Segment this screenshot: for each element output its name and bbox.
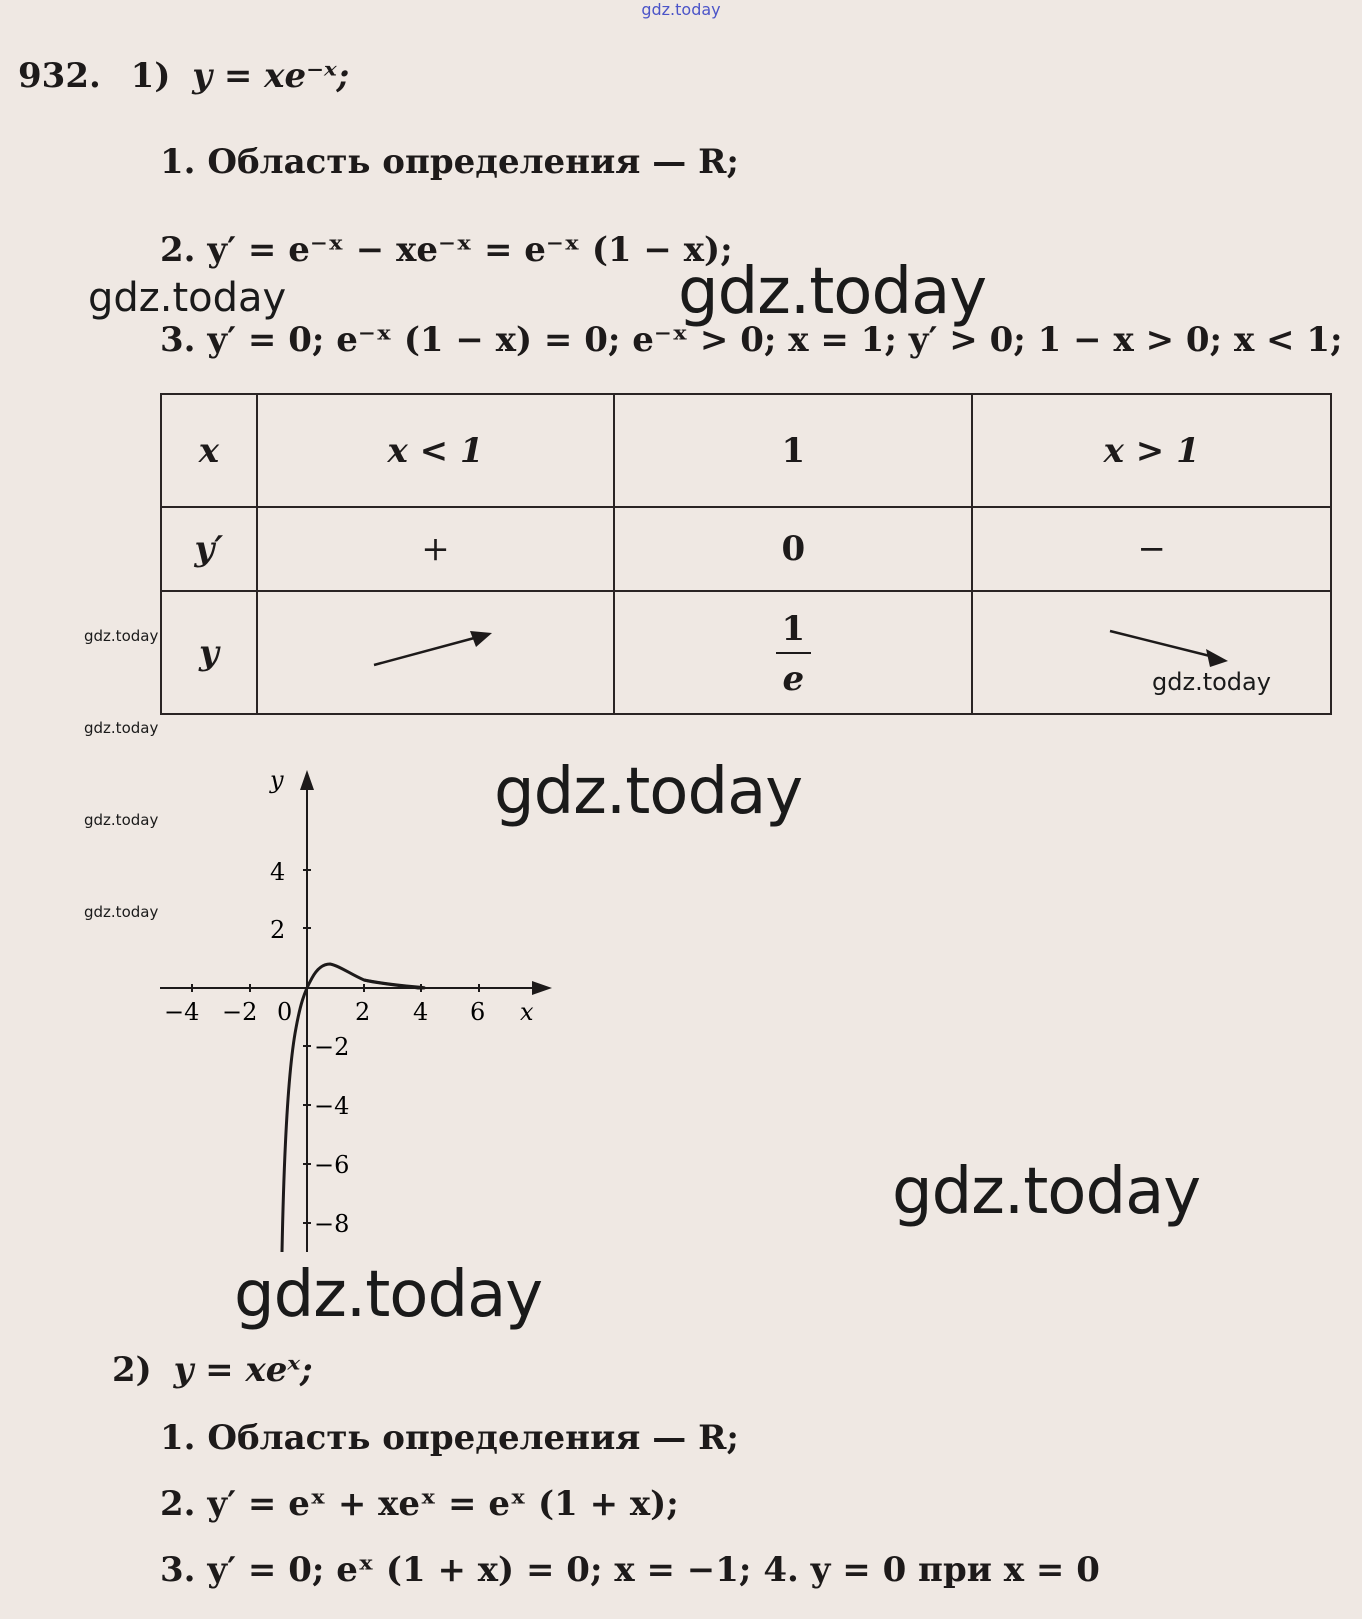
watermark: gdz.today bbox=[234, 1258, 543, 1332]
x-tick-label: 4 bbox=[413, 998, 429, 1026]
watermark: gdz.today bbox=[84, 811, 159, 829]
y-axis-label: y bbox=[270, 770, 284, 794]
function-graph bbox=[150, 770, 570, 1260]
part2-step2: 2. y′ = eˣ + xeˣ = eˣ (1 + x); bbox=[160, 1484, 679, 1524]
watermark: gdz.today bbox=[84, 719, 159, 737]
function-curve-tail bbox=[364, 980, 424, 988]
x-tick-label: 6 bbox=[470, 998, 486, 1026]
table-cell: y′ bbox=[161, 507, 257, 591]
table-cell: − bbox=[972, 507, 1331, 591]
y-tick-label: −2 bbox=[314, 1033, 350, 1061]
table-cell bbox=[257, 591, 614, 714]
problem-heading bbox=[18, 56, 349, 96]
table-cell: y bbox=[161, 591, 257, 714]
table-row bbox=[161, 507, 1331, 591]
part2-heading bbox=[112, 1350, 313, 1390]
table-cell: 0 bbox=[614, 507, 972, 591]
sign-table bbox=[160, 393, 1332, 715]
watermark: gdz.today bbox=[1152, 668, 1271, 696]
x-tick-label: 2 bbox=[355, 998, 371, 1026]
watermark: gdz.today bbox=[84, 627, 159, 645]
part2-label: 2) bbox=[112, 1350, 152, 1390]
table-cell: 1 bbox=[614, 394, 972, 507]
y-tick-label: −6 bbox=[314, 1151, 350, 1179]
y-tick-label: −8 bbox=[314, 1210, 350, 1238]
fraction-value bbox=[776, 609, 812, 699]
function-curve bbox=[282, 964, 420, 1252]
part1-label: 1) bbox=[130, 56, 171, 96]
x-axis-arrow-icon bbox=[532, 981, 552, 995]
table-cell: x < 1 bbox=[257, 394, 614, 507]
part2-step3: 3. y′ = 0; eˣ (1 + x) = 0; x = −1; 4. y = 0 при x = 0 bbox=[160, 1550, 1100, 1590]
table-cell: + bbox=[257, 507, 614, 591]
watermark: gdz.today bbox=[892, 1155, 1201, 1229]
part1-step3: 3. y′ = 0; e⁻ˣ (1 − x) = 0; e⁻ˣ > 0; x = 1; y′ > 0; 1 − x > 0; x < 1; bbox=[160, 320, 1343, 360]
fraction-denominator: e bbox=[782, 659, 805, 699]
x-tick-label: 0 bbox=[277, 998, 293, 1026]
watermark: gdz.today bbox=[494, 755, 803, 829]
site-link[interactable]: gdz.today bbox=[641, 0, 721, 19]
part1-function: y = xe⁻ˣ; bbox=[192, 56, 350, 96]
part1-step2: 2. y′ = e⁻ˣ − xe⁻ˣ = e⁻ˣ (1 − x); bbox=[160, 230, 733, 270]
watermark: gdz.today bbox=[678, 255, 987, 329]
table-cell: x bbox=[161, 394, 257, 507]
x-axis-label: x bbox=[520, 998, 534, 1026]
arrow-down-right-icon bbox=[1102, 623, 1242, 673]
y-axis-arrow-icon bbox=[300, 770, 314, 790]
watermark: gdz.today bbox=[88, 275, 287, 321]
part1-step1: 1. Область определения — R; bbox=[160, 142, 739, 182]
y-tick-label: 4 bbox=[270, 858, 286, 886]
table-cell bbox=[614, 591, 972, 714]
x-tick-label: −2 bbox=[222, 998, 258, 1026]
problem-number: 932. bbox=[18, 56, 101, 96]
table-cell: x > 1 bbox=[972, 394, 1331, 507]
watermark: gdz.today bbox=[84, 903, 159, 921]
table-row bbox=[161, 394, 1331, 507]
arrow-up-right-icon bbox=[366, 623, 506, 673]
y-tick-label: −4 bbox=[314, 1092, 350, 1120]
x-tick-label: −4 bbox=[164, 998, 200, 1026]
y-tick-label: 2 bbox=[270, 916, 286, 944]
part2-function: y = xeˣ; bbox=[173, 1350, 313, 1390]
fraction-numerator: 1 bbox=[776, 612, 812, 654]
part2-step1: 1. Область определения — R; bbox=[160, 1418, 739, 1458]
